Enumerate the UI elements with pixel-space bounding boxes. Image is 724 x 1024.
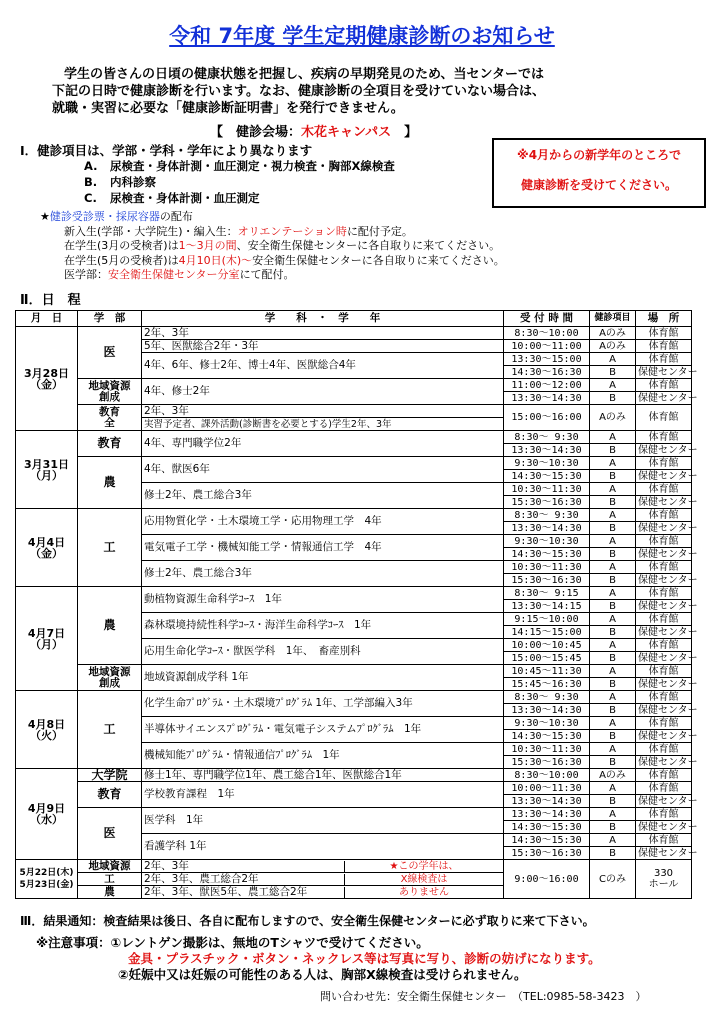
check-cell: A [590,782,636,795]
time-cell: 10:30～11:30 [504,483,590,496]
kit-heading [40,210,505,225]
students-cell: 地域資源創成学科 1年 [142,665,504,691]
kit-label: 健診受診票・採尿容器 [49,210,160,223]
check-cell: A [590,691,636,704]
notice-line: 健康診断を受けてください。 [520,178,677,192]
place-cell: 体育館 [636,717,692,730]
students-cell: 2年、3年 [142,327,504,340]
col-header-check: 健診項目 [590,311,636,327]
kit-text: 新入生(学部・大学院生)・編入生： [64,224,238,238]
kit-highlight: オリエンテーション時 [237,224,347,238]
students-cell: 4年、専門職学位2年 [142,431,504,457]
place-cell: 体育館 [636,431,692,444]
kit-label-suffix: の配布 [159,210,193,223]
place-cell: 体育館 [636,782,692,795]
check-cell: B [590,847,636,860]
exam-item-text: 尿検査・身体計測・血圧測定 [110,191,260,205]
time-cell: 8:30～ 9:30 [504,431,590,444]
check-cell: B [590,626,636,639]
students-cell: 修士1年、専門職学位1年、農工総合1年、医獣総合1年 [142,769,504,782]
students-cell: 実習予定者、課外活動(診断書を必要とする)学生2年、3年 [142,418,504,431]
exam-item-key: B. [84,175,98,189]
check-cell: A [590,431,636,444]
table-row [16,860,692,873]
faculty-cell: 教育 [78,431,142,457]
place-cell: 体育館 [636,639,692,652]
venue-line [210,121,417,140]
faculty-cell: 農 [78,587,142,665]
students-cell [142,886,504,899]
place-cell: 体育館 [636,743,692,756]
place-cell: 体育館 [636,457,692,470]
table-row [16,665,692,678]
place-cell: 体育館 [636,613,692,626]
exam-item-text: 内科診察 [110,175,156,189]
time-cell: 9:30～10:30 [504,717,590,730]
faculty-cell: 大学院 [78,769,142,782]
place-cell: 保健センター [636,470,692,483]
place-cell: 保健センター [636,626,692,639]
check-cell: B [590,574,636,587]
place-cell: 保健センター [636,366,692,379]
time-cell: 15:30～16:30 [504,574,590,587]
check-cell: A [590,665,636,678]
faculty-cell: 医 [78,808,142,860]
students-cell [142,873,504,886]
place-cell: 保健センター [636,652,692,665]
table-row [16,457,692,470]
time-cell: 10:45～11:30 [504,665,590,678]
students-note-wrap [142,861,503,872]
caution-line: ※注意事項：①レントゲン撮影は、無地のTシャツで受けてください。 [36,935,429,950]
time-cell: 8:30～ 9:30 [504,509,590,522]
students-cell: 学校教育課程 1年 [142,782,504,808]
check-cell: A [590,613,636,626]
kit-text: 、安全衛生保健センターに各自取りに来てください。 [236,239,501,252]
students-note-wrap [142,874,503,885]
students-cell: 2年、3年 [142,405,504,418]
kit-highlight: 4月10日(木)～ [178,253,253,267]
place-cell: 保健センター [636,496,692,509]
time-cell: 9:00～16:00 [504,860,590,899]
col-header-place: 場 所 [636,311,692,327]
students-cell: 4年、6年、修士2年、博士4年、医獣総合4年 [142,353,504,379]
place-cell: 保健センター [636,392,692,405]
place-cell: 保健センター [636,821,692,834]
check-cell: A [590,535,636,548]
time-cell: 13:30～14:30 [504,704,590,717]
check-cell: B [590,704,636,717]
check-cell: B [590,470,636,483]
caution-line: 金具・プラスチック・ボタン・ネックレス等は写真に写り、診断の妨げになります。 [128,951,601,966]
table-row [16,379,692,392]
check-cell: B [590,496,636,509]
kit-highlight: 1～3月の間 [178,239,237,252]
check-cell: Aのみ [590,340,636,353]
caution-line: ②妊娠中又は妊娠の可能性のある人は、胸部X線検査は受けられません。 [118,967,527,982]
students-cell: 5年、医獣総合2年・3年 [142,340,504,353]
venue-prefix: 【 健診会場： [210,125,302,140]
kit-text: 安全衛生保健センターに各自取りに来てください。 [252,253,505,267]
contact-info: 問い合わせ先：安全衛生保健センター （TEL:0985-58-3423 ） [320,990,647,1003]
exam-item-key: C. [84,191,97,205]
check-cell: B [590,678,636,691]
time-cell: 9:30～10:30 [504,535,590,548]
faculty-cell: 工 [78,691,142,769]
intro-line: 学生の皆さんの日頃の健康状態を把握し、疾病の早期発見のため、当センターでは [64,67,544,82]
time-cell: 9:30～10:30 [504,457,590,470]
check-cell: A [590,379,636,392]
place-cell: 保健センター [636,522,692,535]
time-cell: 10:00～10:45 [504,639,590,652]
kit-distribution [40,210,505,283]
schedule-table [15,310,698,899]
place-cell: 体育館 [636,535,692,548]
place-cell: 体育館 [636,769,692,782]
faculty-cell: 医 [78,327,142,379]
check-cell: B [590,392,636,405]
time-cell: 14:15～15:00 [504,626,590,639]
faculty-cell: 農 [78,457,142,509]
day-label: （金） [30,377,63,391]
faculty-cell: 地域資源 [78,860,142,873]
col-header-time: 受 付 時 間 [504,311,590,327]
time-cell: 8:30～10:00 [504,327,590,340]
kit-line [40,254,505,269]
date-cell: 4月8日 （火） [16,691,78,769]
exam-item-key: A. [84,159,98,173]
time-cell: 15:00～16:00 [504,405,590,431]
exam-items [84,158,395,206]
place-cell: 体育館 [636,834,692,847]
students-text: 2年、3年 [144,859,189,872]
time-cell: 10:00～11:30 [504,782,590,795]
table-row [16,431,692,444]
place-cell: 保健センター [636,795,692,808]
time-cell: 8:30～10:00 [504,769,590,782]
check-cell: A [590,587,636,600]
check-cell: A [590,457,636,470]
place-cell: 体育館 [636,340,692,353]
time-cell: 10:30～11:30 [504,743,590,756]
exam-item-text: 尿検査・身体計測・血圧測定・視力検査・胸部X線検査 [110,159,395,173]
check-cell: B [590,821,636,834]
place-cell: 体育館 [636,561,692,574]
place-cell: 保健センター [636,678,692,691]
faculty-cell: 農 [78,886,142,899]
students-cell: 修士2年、農工総合3年 [142,483,504,509]
kit-text: にて配付。 [239,268,295,281]
time-cell: 13:30～14:30 [504,795,590,808]
place-cell: 330 ホール [636,860,692,899]
students-cell: 化学生命ﾌﾟﾛｸﾞﾗﾑ・土木環境ﾌﾟﾛｸﾞﾗﾑ 1年、工学部編入3年 [142,691,504,717]
faculty-cell: 工 [78,509,142,587]
check-cell: Cのみ [590,860,636,899]
time-cell: 14:30～16:30 [504,366,590,379]
check-cell: B [590,756,636,769]
check-cell: A [590,509,636,522]
venue-suffix: 】 [391,125,418,140]
date-cell: 5月22日(木) 5月23日(金) [16,860,78,899]
exam-item [84,158,395,174]
students-cell: 応用生命化学ｺｰｽ・獣医学科 1年、 畜産別科 [142,639,504,665]
time-cell: 14:30～15:30 [504,470,590,483]
check-cell: A [590,834,636,847]
place-cell: 体育館 [636,808,692,821]
place-cell: 体育館 [636,509,692,522]
kit-line [40,225,505,240]
kit-text: 医学部： [64,268,108,281]
place-cell: 体育館 [636,379,692,392]
time-cell: 13:30～14:30 [504,808,590,821]
col-header-faculty: 学 部 [78,311,142,327]
place-cell: 体育館 [636,327,692,340]
check-cell: A [590,483,636,496]
place-cell: 体育館 [636,483,692,496]
kit-line [40,239,505,254]
students-note-wrap [142,887,503,898]
faculty-cell: 地域資源 創成 [78,665,142,691]
time-cell: 13:30～14:15 [504,600,590,613]
intro-text [52,66,692,117]
table-header-row [16,311,692,327]
faculty-cell: 工 [78,873,142,886]
xray-note: X線検査は [344,874,503,885]
students-cell: 看護学科 1年 [142,834,504,860]
place-cell: 保健センター [636,574,692,587]
check-cell: B [590,522,636,535]
xray-note: ★この学年は、 [344,861,503,872]
table-row [16,808,692,821]
place-cell: 体育館 [636,691,692,704]
place-cell: 体育館 [636,587,692,600]
check-cell: Aのみ [590,769,636,782]
place-cell: 保健センター [636,847,692,860]
table-row [16,405,692,418]
date-label: 3月28日 [24,366,69,380]
intro-line: 就職・実習に必要な「健康診断証明書」を発行できません。 [52,101,404,116]
section2-heading: Ⅱ．日 程 [20,293,81,308]
check-cell: B [590,652,636,665]
notice-box [492,138,706,208]
cautions [36,935,601,983]
time-cell: 15:30～16:30 [504,847,590,860]
time-cell: 15:30～16:30 [504,496,590,509]
venue-name: 木花キャンパス [301,125,392,140]
check-cell: A [590,743,636,756]
faculty-cell: 教育 [78,782,142,808]
time-cell: 15:45～16:30 [504,678,590,691]
xray-note: ありません [344,887,503,898]
col-header-students: 学 科 ・ 学 年 [142,311,504,327]
table-row [16,782,692,795]
check-cell: A [590,639,636,652]
check-cell: A [590,808,636,821]
check-cell: B [590,444,636,457]
check-cell: A [590,717,636,730]
kit-line [40,268,505,283]
faculty-cell: 教育 全 [78,405,142,431]
kit-text: 在学生(5月の受検者)は [64,253,179,267]
students-cell: 4年、獣医6年 [142,457,504,483]
star-icon: ★ [40,210,50,223]
time-cell: 13:30～14:30 [504,522,590,535]
students-cell: 電気電子工学・機械知能工学・情報通信工学 4年 [142,535,504,561]
time-cell: 8:30～ 9:15 [504,587,590,600]
table-row [16,327,692,340]
time-cell: 11:00～12:00 [504,379,590,392]
students-cell: 森林環境持続性科学ｺｰｽ・海洋生命科学ｺｰｽ 1年 [142,613,504,639]
place-cell: 体育館 [636,405,692,431]
time-cell: 10:00～11:00 [504,340,590,353]
check-cell: B [590,730,636,743]
col-header-date: 月 日 [16,311,78,327]
students-text: 2年、3年、農工総合2年 [144,872,259,885]
place-cell: 保健センター [636,730,692,743]
place-cell: 体育館 [636,665,692,678]
kit-text: 在学生(3月の受検者)は [64,239,179,252]
students-cell: 機械知能ﾌﾟﾛｸﾞﾗﾑ・情報通信ﾌﾟﾛｸﾞﾗﾑ 1年 [142,743,504,769]
faculty-cell: 地域資源 創成 [78,379,142,405]
students-cell: 動植物資源生命科学ｺｰｽ 1年 [142,587,504,613]
time-cell: 15:00～15:45 [504,652,590,665]
time-cell: 8:30～ 9:30 [504,691,590,704]
date-cell [16,327,78,431]
students-cell: 4年、修士2年 [142,379,504,405]
place-cell: 保健センター [636,548,692,561]
date-cell: 4月9日 （水） [16,769,78,860]
exam-item [84,190,395,206]
check-cell: Aのみ [590,405,636,431]
exam-item [84,174,395,190]
students-cell [142,860,504,873]
time-cell: 14:30～15:30 [504,821,590,834]
check-cell: Aのみ [590,327,636,340]
intro-line: 下記の日時で健康診断を行います。なお、健康診断の全項目を受けていない場合は、 [52,84,545,99]
time-cell: 13:30～15:00 [504,353,590,366]
students-cell: 医学科 1年 [142,808,504,834]
kit-text: に配付予定。 [346,224,413,238]
time-cell: 14:30～15:30 [504,548,590,561]
check-cell: A [590,353,636,366]
time-cell: 13:30～14:30 [504,392,590,405]
table-row [16,691,692,704]
time-cell: 9:15～10:00 [504,613,590,626]
students-cell: 応用物質化学・土木環境工学・応用物理工学 4年 [142,509,504,535]
table-row [16,769,692,782]
time-cell: 13:30～14:30 [504,444,590,457]
time-cell: 15:30～16:30 [504,756,590,769]
students-cell: 修士2年、農工総合3年 [142,561,504,587]
table-row [16,509,692,522]
check-cell: B [590,366,636,379]
place-cell: 保健センター [636,444,692,457]
check-cell: A [590,561,636,574]
place-cell: 体育館 [636,353,692,366]
notice-line: ※4月からの新学年のところで [517,148,681,162]
kit-highlight: 安全衛生保健センター分室 [108,268,240,281]
date-cell: 4月7日 （月） [16,587,78,691]
time-cell: 14:30～15:30 [504,834,590,847]
students-cell: 半導体サイエンスﾌﾟﾛｸﾞﾗﾑ・電気電子システムﾌﾟﾛｸﾞﾗﾑ 1年 [142,717,504,743]
place-cell: 保健センター [636,756,692,769]
section1-heading: Ⅰ．健診項目は、学部・学科・学年により異なります [20,143,313,158]
time-cell: 14:30～15:30 [504,730,590,743]
table-row [16,587,692,600]
time-cell: 10:30～11:30 [504,561,590,574]
result-notice: Ⅲ．結果通知：検査結果は後日、各自に配布しますので、安全衛生保健センターに必ず取りに来て下さい。 [20,914,595,928]
page-title: 令和 7年度 学生定期健康診断のお知らせ [169,24,555,48]
check-cell: B [590,600,636,613]
check-cell: B [590,548,636,561]
date-cell: 3月31日 （月） [16,431,78,509]
check-cell: B [590,795,636,808]
place-cell: 保健センター [636,600,692,613]
place-cell: 保健センター [636,704,692,717]
students-text: 2年、3年、獣医5年、農工総合2年 [144,885,308,898]
date-cell: 4月4日 （金） [16,509,78,587]
